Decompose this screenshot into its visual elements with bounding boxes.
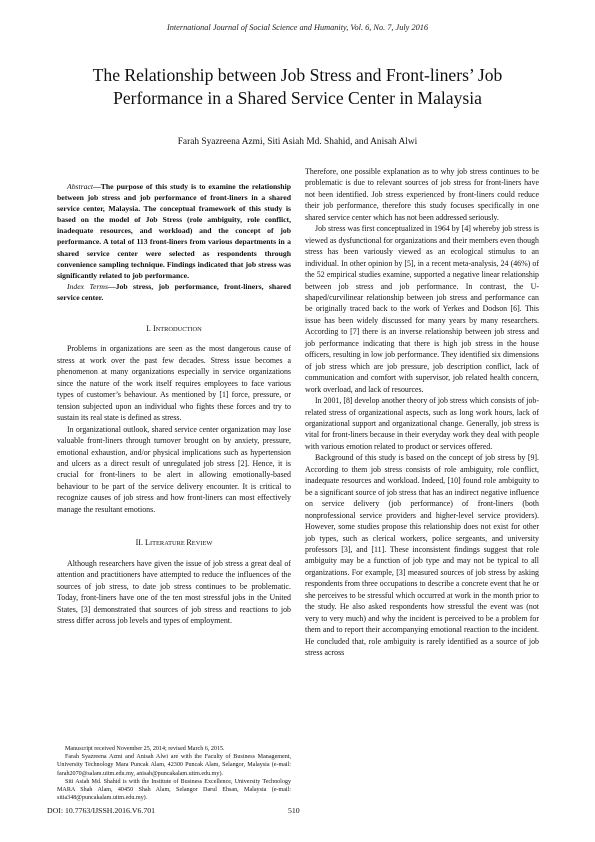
intro-paragraph-2: In organizational outlook, shared service center organization may lose valuable front-liners through turnover brought on by anxiety, pressure, emotional exhaustion, and/or physical implications such as hypertension and ulcers as a direct result of unregulated job stress [2]. Hence, it is crucial for front-liners to be alert in allowing emotionally-based behaviour to be part of the service delivery encounter. It is critical to recognize causes of job stress and how front-liners can most effectively manage the resultant emotions.	[57, 424, 291, 514]
section-title-rest: NTRODUCTION	[155, 326, 202, 334]
section-heading-introduction	[57, 323, 291, 335]
footnote-received: Manuscript received November 25, 2014; revised March 6, 2015.	[65, 746, 225, 752]
section-initial: L	[145, 538, 150, 548]
doi: DOI: 10.7763/IJSSH.2016.V6.701	[47, 806, 156, 815]
abstract	[57, 181, 291, 281]
section-title-rest: ITERATURE	[150, 540, 187, 548]
section-initial: I	[152, 324, 156, 334]
footnote-affiliation-1: Farah Syazreena Azmi and Anisah Alwi are with the Faculty of Business Management, University Technology Mara Puncak Alam, 42300 Puncak Alam, Selangor, Malaysia (e-mail: farah2070@salam.uitm.edu.my, anisah@puncakalam.uitm.edu.my).	[57, 754, 291, 777]
intro-paragraph-1: Problems in organizations are seen as the most dangerous cause of stress at work over the past few decades. Stress issue becomes a phenomenon at many organizations especially in service organizations since the nature of the work itself requires employees to face various types of customer’s behaviour. As mentioned by [1] force, pressure, or tension subjected upon an individual who fights these forces and try to sustain its real state is defined as stress.	[57, 344, 291, 423]
section-number: I.	[146, 324, 151, 334]
section-title-rest-2: EVIEW	[191, 540, 213, 548]
footnotes	[57, 745, 291, 802]
left-column	[57, 181, 291, 626]
index-terms-label: Index Terms	[67, 281, 108, 291]
right-column	[305, 166, 539, 658]
journal-header: International Journal of Social Science and Humanity, Vol. 6, No. 7, July 2016	[166, 23, 429, 32]
abstract-text: —The purpose of this study is to examine the relationship between job stress and job performance of front-liners in a shared service center, Malaysia. The conceptual framework of this study is based on the model of Job Stress (role ambiguity, role conflict, inadequate resources, and workload) and the concept of job performance. A total of 113 front-liners from various departments in a shared service center were selected as respondents through convenience sampling technique. Findings indicated that job stress was significantly related to job performance.	[57, 182, 291, 280]
footnote-affiliation-2: Siti Asiah Md. Shahid is with the Institute of Business Excellence, University Technology MARA Shah Alam, 40450 Shah Alam, Selangor Darul Ehsan, Malaysia (e-mail: sitia348@puncakalam.uitm.edu.my).	[57, 778, 291, 802]
index-terms	[57, 281, 291, 303]
author-list: Farah Syazreena Azmi, Siti Asiah Md. Shahid, and Anisah Alwi	[177, 137, 418, 147]
title-line-1: The Relationship between Job Stress and Front-liners’ Job	[92, 65, 503, 85]
title-line-2: Performance in a Shared Service Center in Malaysia	[113, 88, 482, 108]
abstract-label: Abstract	[67, 182, 94, 191]
section-heading-literature-review	[57, 537, 291, 549]
index-terms-text: —Job stress, job performance, front-liners, shared service center.	[57, 281, 291, 302]
paper-title	[40, 64, 555, 110]
section-initial-2: R	[186, 538, 192, 548]
right-paragraph-4: Background of this study is based on the concept of job stress by [9]. According to them job stress consists of role ambiguity, role conflict, inadequate resources and workload. Indeed, [10] found role ambiguity to be a significant source of job stress that has an indirect negative influence on service delivery (job performance) of front-liners (both nonprofessional service providers and higher-level service providers). However, some studies propose this relationship does not exist for other job types, such as clerical workers, police sergeants, and university professors [3], and [11]. These inconsistent findings suggest that role ambiguity may be a function of job type and may not be typical to all organizations. For example, [3] measured sources of job stress by asking respondents from three occupations to describe a concrete event that he or she perceives to be stressful which occurred at work in the month prior to the study. He also asked respondents how stressful the event was (not very to very much) and why the incident is perceived to be a problem for them and to report their accompanying emotional reaction to the incident. He concluded that, role ambiguity is rarely identified as a source of job stress across	[305, 453, 539, 658]
literature-paragraph-1: Although researchers have given the issue of job stress a great deal of attention and practitioners have attempted to reduce the influences of the sources of job stress, to date job stress continues to be problematic. Today, front-liners have one of the ten most stressful jobs in the United States, [3] demonstrated that sources of job stress and reactions to job stress differ across job levels and types of employment.	[57, 558, 291, 625]
right-paragraph-3: In 2001, [8] develop another theory of job stress which consists of job-related stress of organizational aspects, such as long work hours, lack of organizational support and organizational change. Generally, job stress is vital for front-liners because in their everyday work they deal with people with various emotion related to product or services offered.	[305, 396, 539, 451]
right-paragraph-1: Therefore, one possible explanation as to why job stress continues to be problematic is due to relevant sources of job stress for front-liners have not been identified. Job stress experienced by front-liners could reduce their job performance, therefore this study focuses specifically in one shared service center which has not been addressed seriously.	[305, 167, 539, 222]
right-paragraph-2: Job stress was first conceptualized in 1964 by [4] whereby job stress is viewed as dysfunctional for organizations and their members even though stress has been variously viewed as an ecological stimulus to an individual. In other opinion by [5], in a recent meta-analysis, 24 (46%) of the 52 empirical studies examine, supported a negative linear relationship between job stress and job performance. In contrast, the U-shaped/curvilinear relationship between job stress and performance can be originally traced back to the work of Yerkes and Dodson [6]. This issue has been widely discussed for many years by many researchers. According to [7] there is an inverse relationship between job stress and job performance indicating that there is high job stress in the house officers, resulting in low job performance. They identified six dimensions of job stress which are job pressure, job description conflict, lack of communication and comfort with supervisor, job related health concern, work overload, and lack of resources.	[305, 224, 539, 394]
page-number: 510	[288, 806, 300, 815]
section-number: II.	[135, 538, 144, 548]
